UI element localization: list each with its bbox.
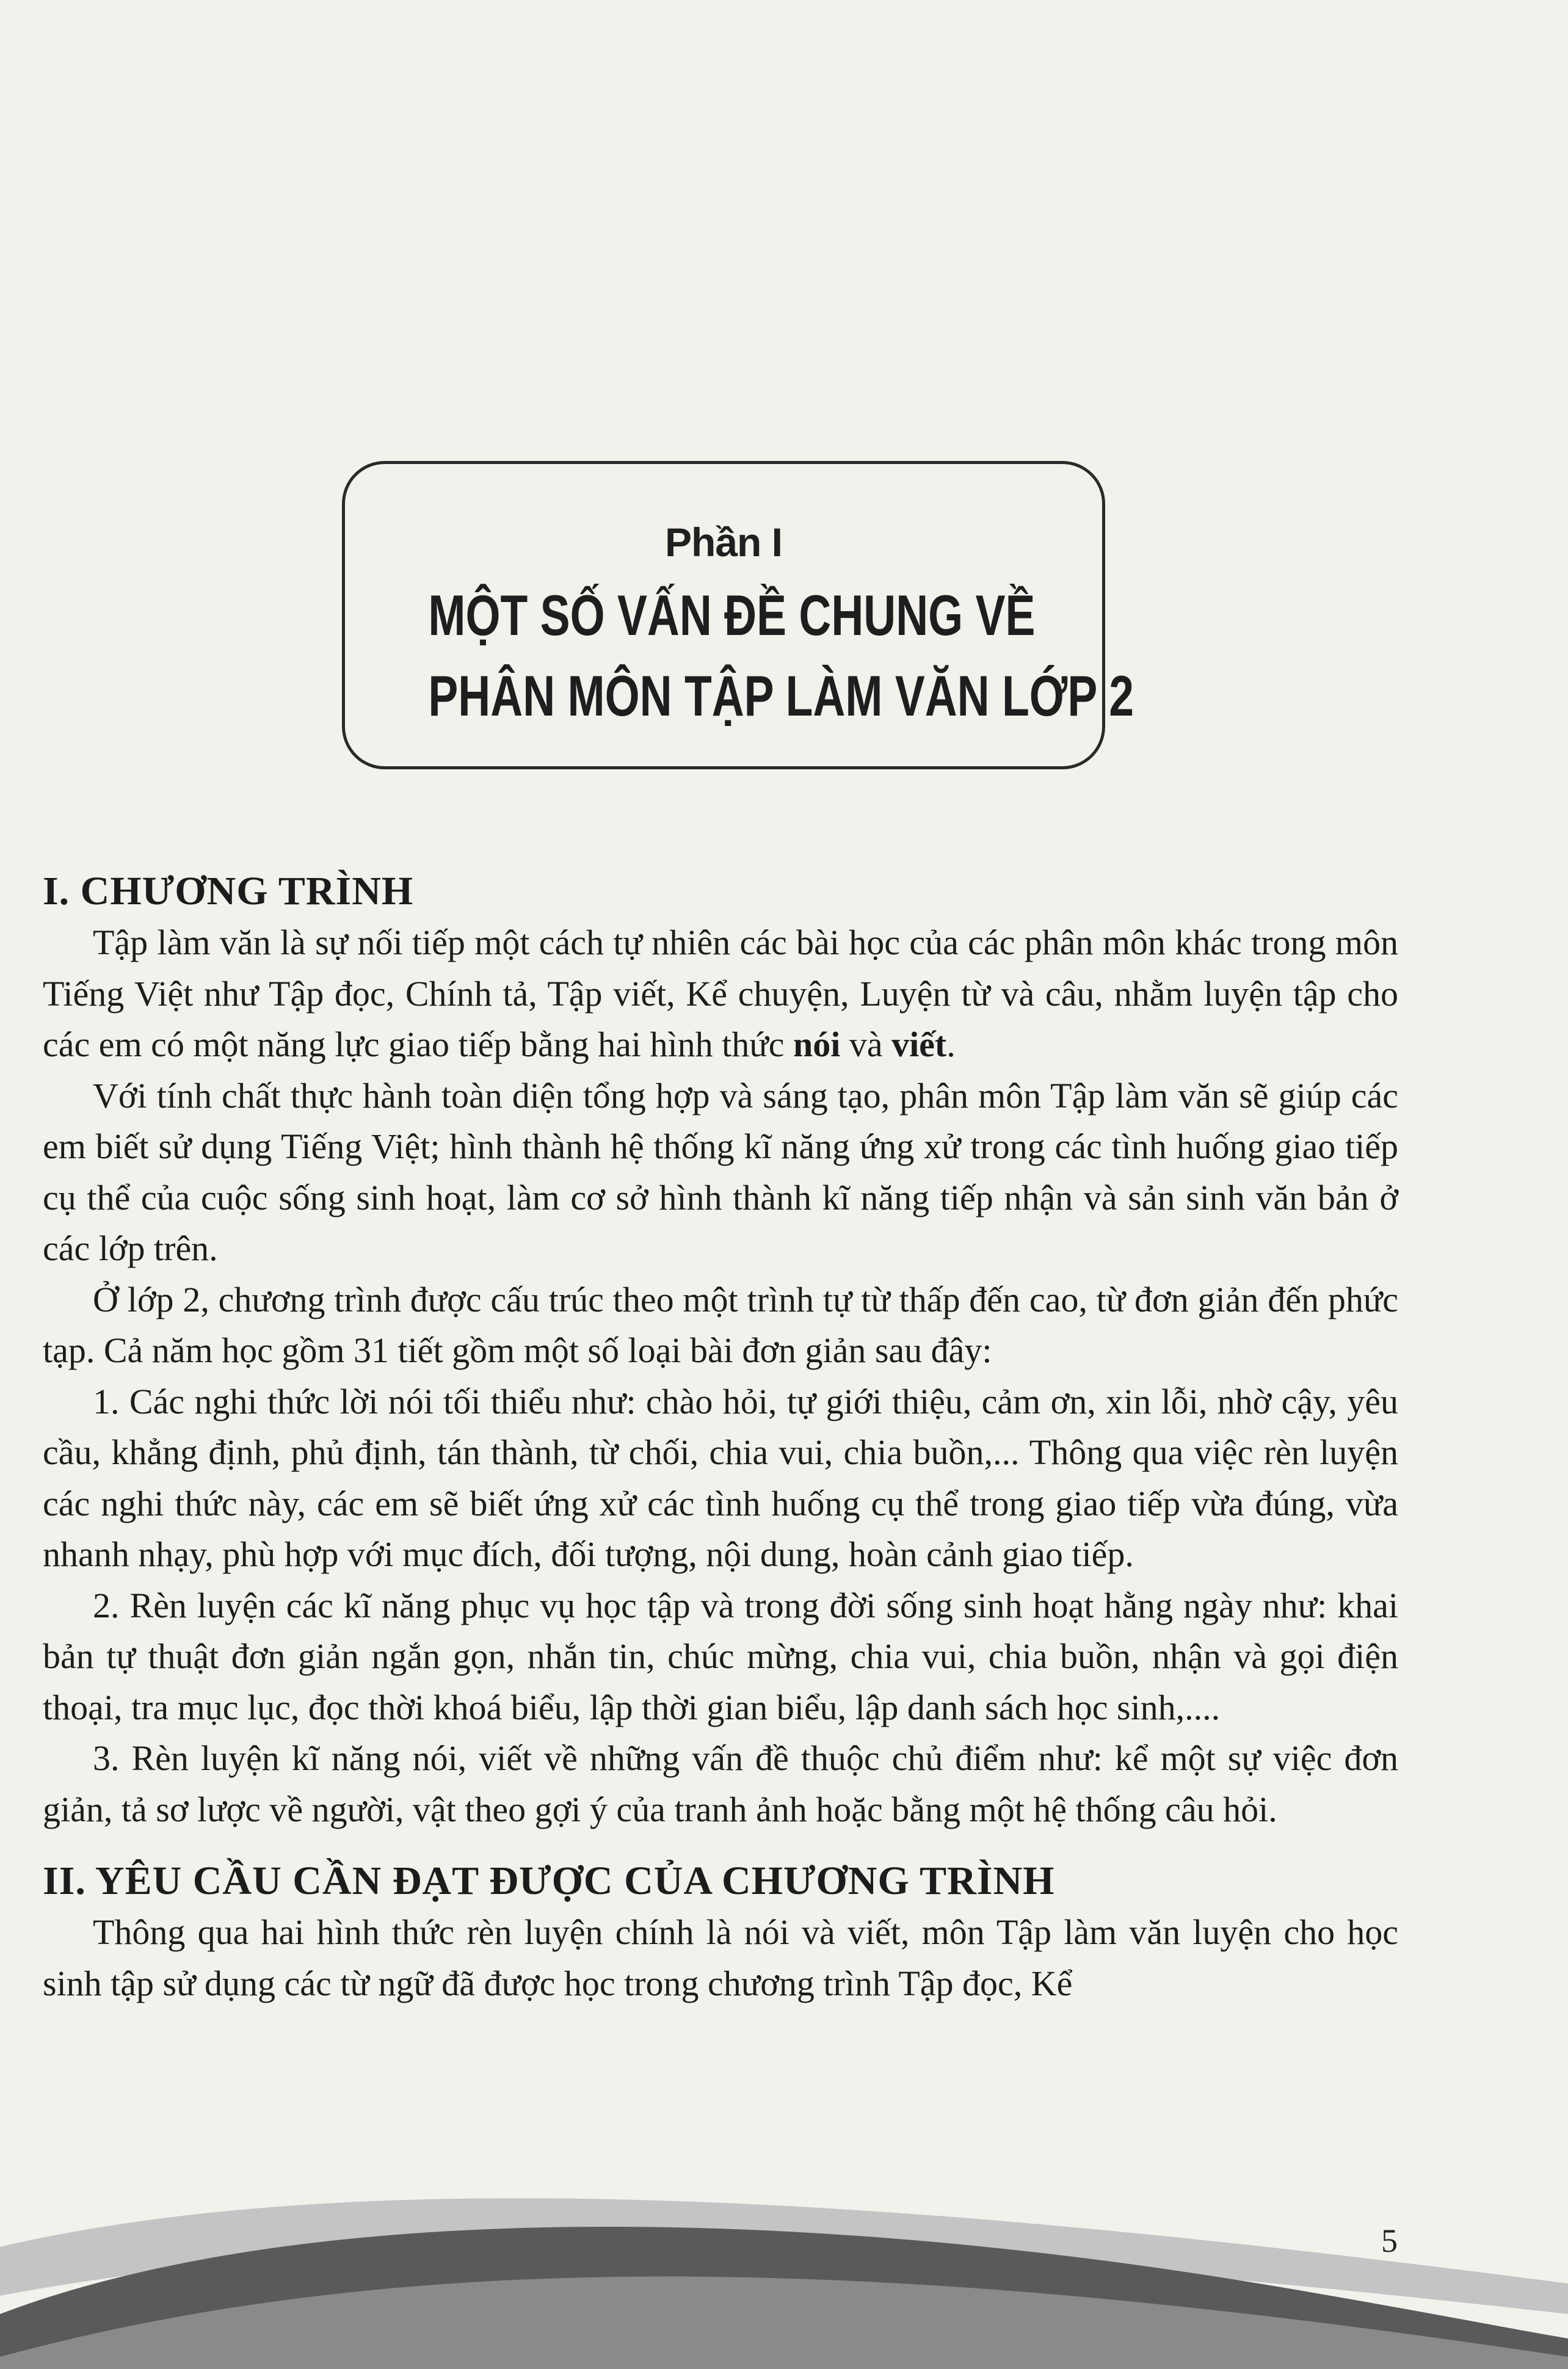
main-text xyxy=(43,866,1398,2009)
section-1-item-3: 3. Rèn luyện kĩ năng nói, viết về những vấn đề thuộc chủ điểm như: kể một sự việc đơn giản, tả sơ lược về người, vật theo gợi ý của tranh ảnh hoặc bằng một hệ thống câu hỏi. xyxy=(43,1738,1398,1829)
bold-word-viet: viết xyxy=(891,1025,947,1064)
footer-swoosh-decoration xyxy=(0,2174,1568,2369)
part-title-line-1: MỘT SỐ VẤN ĐỀ CHUNG VỀ xyxy=(428,583,1036,647)
part-title-line-2: PHÂN MÔN TẬP LÀM VĂN LỚP 2 xyxy=(428,664,1134,728)
section-1-paragraph-1 xyxy=(43,917,1398,1070)
section-1-paragraph-2: Với tính chất thực hành toàn diện tổng hợp và sáng tạo, phân môn Tập làm văn sẽ giúp các em biết sử dụng Tiếng Việt; hình thành hệ thống kĩ năng ứng xử trong các tình huống giao tiếp cụ thể của cuộc sống sinh hoạt, làm cơ sở hình thành kĩ năng tiếp nhận và sản sinh văn bản ở các lớp trên. xyxy=(43,1075,1398,1268)
part-title xyxy=(428,575,1134,736)
bold-word-noi: nói xyxy=(793,1025,841,1064)
part-title-box xyxy=(342,461,1134,769)
section-2-heading: II. YÊU CẦU CẦN ĐẠT ĐƯỢC CỦA CHƯƠNG TRÌNH xyxy=(43,1859,1055,1903)
section-1-paragraph-1-mid: và xyxy=(840,1025,892,1064)
page-number: 5 xyxy=(1381,2222,1398,2259)
section-1-item-1: 1. Các nghi thức lời nói tối thiểu như: chào hỏi, tự giới thiệu, cảm ơn, xin lỗi, nhờ cậy, yêu cầu, khẳng định, phủ định, tán thành, từ chối, chia vui, chia buồn,... Thông qua việc rèn luyện các nghi thức này, các em sẽ biết ứng xử các tình huống cụ thể trong giao tiếp vừa đúng, vừa nhanh nhạy, phù hợp với mục đích, đối tượng, nội dung, hoàn cảnh giao tiếp. xyxy=(43,1381,1398,1574)
part-label: Phần I xyxy=(664,520,783,565)
section-2-paragraph-1: Thông qua hai hình thức rèn luyện chính là nói và viết, môn Tập làm văn luyện cho học sinh tập sử dụng các từ ngữ đã được học trong chương trình Tập đọc, Kể xyxy=(43,1912,1398,2003)
section-1-paragraph-1-start: Tập làm văn là sự nối tiếp một cách tự nhiên các bài học của các phân môn khác trong môn Tiếng Việt như Tập đọc, Chính tả, Tập viết, Kể chuyện, Luyện từ và câu, nhằm luyện tập cho các em có một năng lực giao tiếp bằng hai hình thức xyxy=(43,923,1398,1064)
section-1-paragraph-3: Ở lớp 2, chương trình được cấu trúc theo một trình tự từ thấp đến cao, từ đơn giản đến phức tạp. Cả năm học gồm 31 tiết gồm một số loại bài đơn giản sau đây: xyxy=(43,1279,1398,1370)
section-1-heading: I. CHƯƠNG TRÌNH xyxy=(43,869,414,913)
section-1-item-2: 2. Rèn luyện các kĩ năng phục vụ học tập và trong đời sống sinh hoạt hằng ngày như: khai bản tự thuật đơn giản ngắn gọn, nhắn tin, chúc mừng, chia vui, chia buồn, nhận và gọi điện thoại, tra mục lục, đọc thời khoá biểu, lập thời gian biểu, lập danh sách học sinh,.... xyxy=(43,1585,1398,1727)
section-1-paragraph-1-end: . xyxy=(946,1025,956,1064)
